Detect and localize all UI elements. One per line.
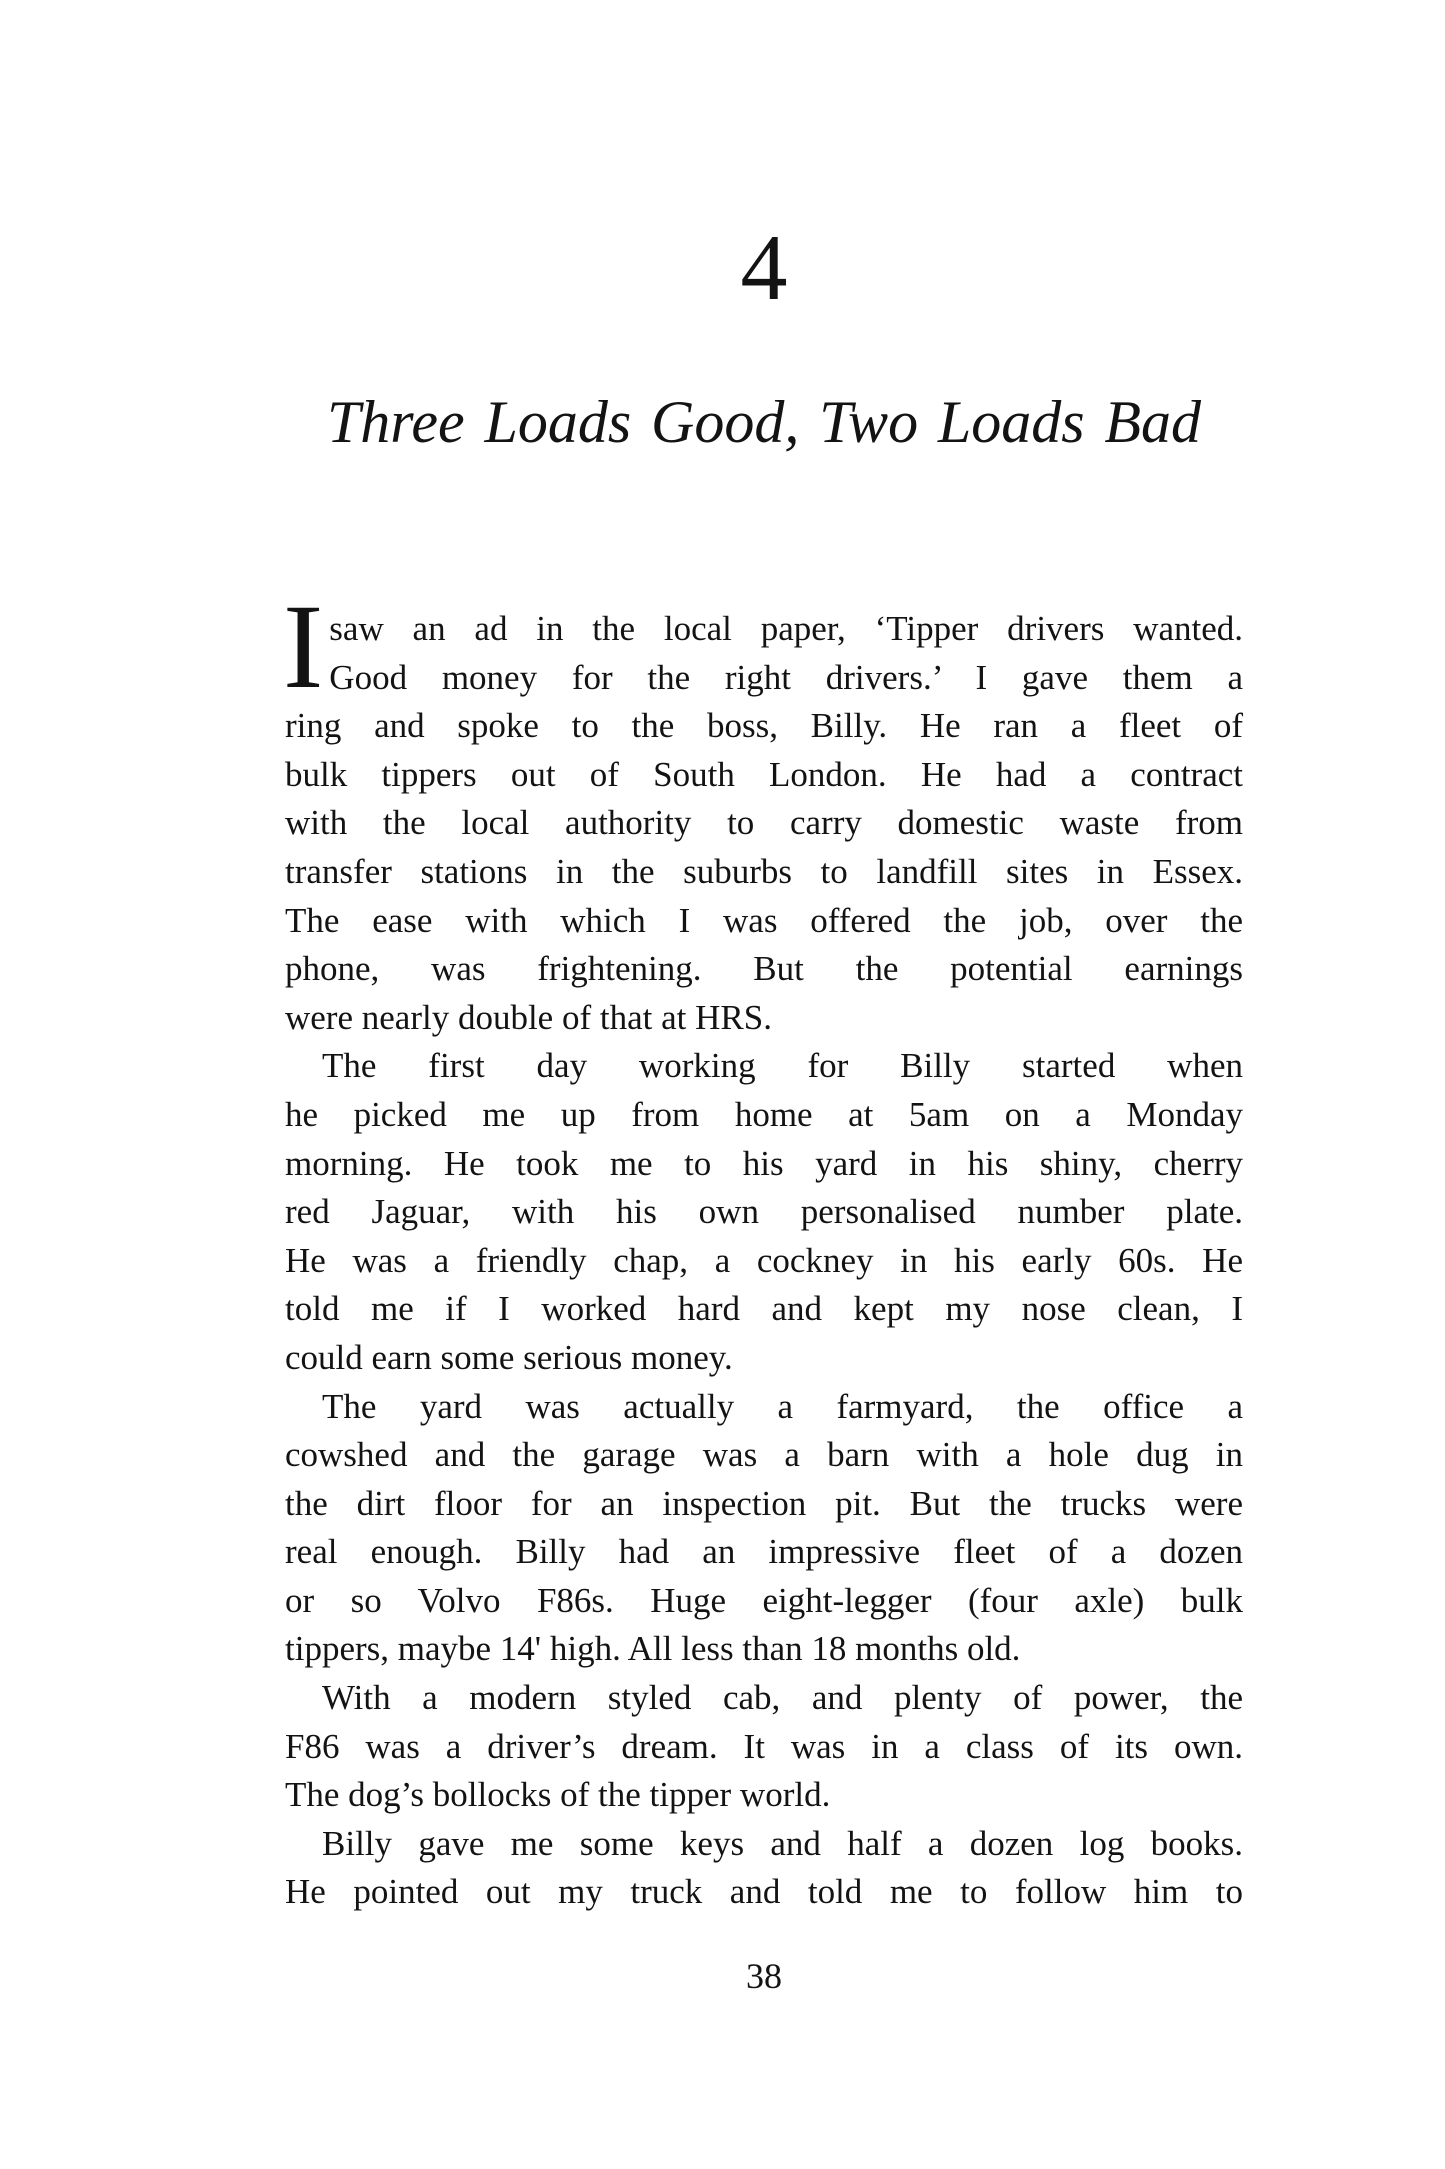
text-line: The yard was actually a farmyard, the office a [322, 1386, 1243, 1426]
text-line: saw an ad in the local paper, ‘Tipper drivers wanted. [329, 609, 1243, 648]
text-line: Good money for the right drivers.’ I gave them a [329, 657, 1243, 697]
text-line: red Jaguar, with his own personalised number plate. [285, 1192, 1243, 1232]
text-line: could earn some serious money. [285, 1337, 733, 1377]
text-line: He pointed out my truck and told me to follow him to [285, 1872, 1243, 1912]
text-line: The ease with which I was offered the job, over the [285, 900, 1243, 940]
page-number: 38 [746, 1956, 782, 1996]
text-line: Billy gave me some keys and half a dozen log books. [322, 1823, 1243, 1863]
text-line: transfer stations in the suburbs to landfill sites in Essex. [285, 851, 1243, 891]
text-line: cowshed and the garage was a barn with a hole dug in [285, 1435, 1243, 1475]
text-line: real enough. Billy had an impressive fleet of a dozen [285, 1532, 1243, 1572]
text-line: F86 was a driver’s dream. It was in a class of its own. [285, 1726, 1243, 1766]
text-line: ring and spoke to the boss, Billy. He ran a fleet of [285, 706, 1243, 746]
text-line: told me if I worked hard and kept my nose clean, I [285, 1289, 1243, 1329]
text-line: The first day working for Billy started when [322, 1046, 1243, 1086]
chapter-title: Three Loads Good, Two Loads Bad [326, 389, 1202, 455]
body-text [283, 580, 1243, 1917]
text-line: tippers, maybe 14' high. All less than 18 months old. [285, 1629, 1021, 1669]
text-line: were nearly double of that at HRS. [285, 997, 772, 1037]
drop-cap: I [283, 580, 324, 714]
text-line: he picked me up from home at 5am on a Monday [285, 1094, 1243, 1134]
chapter-number: 4 [740, 216, 788, 320]
text-line: With a modern styled cab, and plenty of power, the [322, 1678, 1243, 1718]
text-line: or so Volvo F86s. Huge eight-legger (four axle) bulk [285, 1580, 1243, 1620]
text-line: The dog’s bollocks of the tipper world. [285, 1775, 831, 1815]
text-line: He was a friendly chap, a cockney in his early 60s. He [285, 1240, 1243, 1280]
text-line: phone, was frightening. But the potential earnings [285, 949, 1243, 989]
text-line: with the local authority to carry domestic waste from [285, 803, 1243, 843]
text-line: the dirt floor for an inspection pit. But the trucks were [285, 1483, 1243, 1523]
text-line: bulk tippers out of South London. He had a contract [285, 754, 1243, 794]
text-line: morning. He took me to his yard in his shiny, cherry [285, 1143, 1243, 1183]
